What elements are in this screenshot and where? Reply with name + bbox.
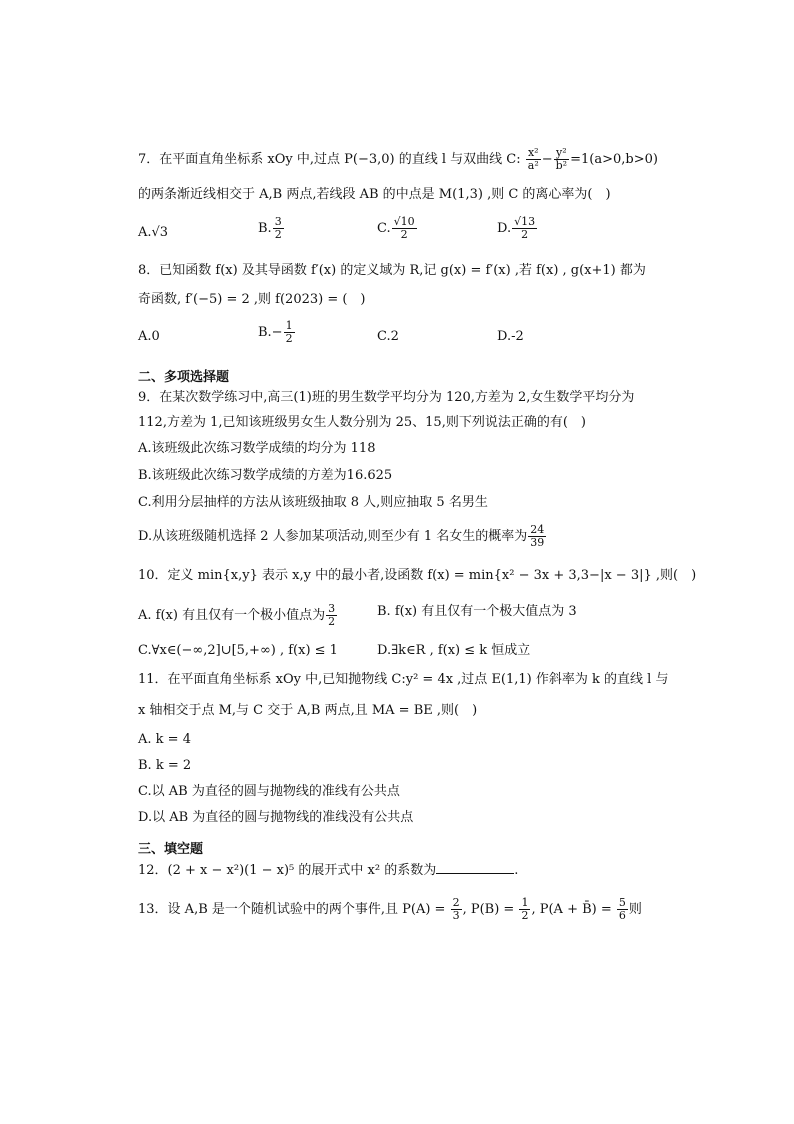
q8-option-b-label: B.− [258, 325, 283, 340]
q7-line1: 7．在平面直角坐标系 xOy 中,过点 P(−3,0) 的直线 l 与双曲线 C: $\frac{\text{x²}}{\text{a²}}$ − $\frac{\text{y²}}{\text{b²}}$ =1(a>0,b>0) [138, 146, 658, 172]
q11-option-a: A. k = 4 [138, 732, 191, 747]
q13-end: 则 [628, 902, 642, 917]
q11-option-d: D.以 AB 为直径的圆与抛物线的准线没有公共点 [138, 810, 414, 825]
q9-line1: 9．在某次数学练习中,高三(1)班的男生数学平均分为 120,方差为 2,女生数学平均分为 [138, 390, 635, 405]
q7-option-d [497, 216, 538, 241]
q7-line2: 的两条渐近线相交于 A,B 两点,若线段 AB 的中点是 M(1,3) ,则 C 的离心率为( ) [138, 187, 611, 202]
q9-line2: 112,方差为 1,已知该班级男女生人数分别为 25、15,则下列说法正确的有( ) [138, 415, 586, 430]
q9-option-d-den: 39 [530, 536, 545, 549]
q7-option-d-label: D. [497, 221, 512, 236]
q7-option-b-frac [273, 216, 284, 241]
q10-option-c: C.∀x∈(−∞,2]∪[5,+∞) , f(x) ≤ 1 [138, 643, 338, 658]
q12-line [138, 861, 518, 880]
q10-option-b: B. f(x) 有且仅有一个极大值点为 3 [377, 604, 577, 619]
q8-line2: 奇函数, f′(−5) = 2 ,则 f(2023) = ( ) [138, 292, 366, 307]
q12-period: . [514, 863, 519, 878]
q13-mid1: , P(B) = [462, 902, 515, 917]
q10-option-a-text: A. f(x) 有且仅有一个极小值点为 [138, 608, 326, 623]
q7-a2: a² [527, 159, 539, 172]
q13-pc-den: 6 [618, 909, 626, 922]
q7-option-b [258, 216, 285, 241]
q7-option-b-den: 2 [274, 228, 282, 241]
q7-curve-suffix: =1(a>0,b>0) [570, 152, 658, 167]
q7-option-c-label: C. [377, 221, 391, 236]
q11-option-c: C.以 AB 为直径的圆与抛物线的准线有公共点 [138, 784, 400, 799]
q10-line1: 10．定义 min{x,y} 表示 x,y 中的最小者,设函数 f(x) = min{x² − 3x + 3,3−|x − 3|} ,则( ) [138, 568, 697, 583]
q13-pa-num: 2 [452, 896, 460, 909]
q8-option-d: D.-2 [497, 329, 524, 344]
q9-option-d-text: D.从该班级随机选择 2 人参加某项活动,则至少有 1 名女生的概率为 [138, 529, 528, 544]
q7-curve-prefix: C: [506, 152, 521, 167]
q7-b2: b² [555, 159, 568, 172]
q11-line1: 11．在平面直角坐标系 xOy 中,已知抛物线 C:y² = 4x ,过点 E(1,1) 作斜率为 k 的直线 l 与 [138, 672, 669, 687]
q7-option-a: A.√3 [138, 225, 169, 240]
q7-option-d-num: √13 [514, 215, 536, 228]
q7-option-c [377, 216, 418, 241]
q9-option-c: C.利用分层抽样的方法从该班级抽取 8 人,则应抽取 5 名男生 [138, 495, 488, 510]
q13-pa-frac [451, 897, 462, 922]
q8-option-b-den: 2 [285, 332, 293, 345]
q7-option-b-label: B. [258, 221, 272, 236]
q8-option-a: A.0 [138, 329, 160, 344]
q7-option-c-den: 2 [400, 228, 408, 241]
q11-option-b: B. k = 2 [138, 758, 192, 773]
q8-option-b-frac [284, 320, 295, 345]
q13-pb-num: 1 [521, 896, 529, 909]
q7-option-c-num: √10 [393, 215, 415, 228]
q7-y2: y² [554, 147, 569, 160]
q8-option-b [258, 320, 296, 345]
q13-pb-den: 2 [521, 909, 529, 922]
q10-option-a-frac [326, 603, 337, 628]
q7-x2: x² [526, 147, 541, 160]
q11-line2: x 轴相交于点 M,与 C 交于 A,B 两点,且 MA = BE ,则( ) [138, 703, 478, 718]
q9-option-d-num: 24 [530, 523, 545, 536]
q8-line1: 8．已知函数 f(x) 及其导函数 f′(x) 的定义域为 R,记 g(x) = f′(x) ,若 f(x) , g(x+1) 都为 [138, 263, 646, 278]
q9-option-b: B.该班级此次练习数学成绩的方差为16.625 [138, 468, 393, 483]
q8-option-b-num: 1 [285, 319, 293, 332]
q10-option-a-num: 3 [328, 602, 336, 615]
q7-option-c-frac [392, 216, 417, 241]
q10-option-a [138, 603, 338, 628]
q9-option-a: A.该班级此次练习数学成绩的均分为 118 [138, 441, 376, 456]
q10-option-a-den: 2 [328, 615, 336, 628]
q9-option-d [138, 524, 547, 549]
q13-pa-den: 3 [452, 909, 460, 922]
q7-option-d-den: 2 [521, 228, 529, 241]
q7-stem: 7．在平面直角坐标系 xOy 中,过点 P(−3,0) 的直线 l 与双曲线 [138, 152, 503, 167]
section-heading-fill-in: 三、填空题 [138, 842, 204, 857]
q13-line [138, 897, 642, 922]
q13-mid2: , P(A + B̄) = [531, 902, 612, 917]
q12-answer-blank [436, 861, 514, 874]
q8-option-c: C.2 [377, 329, 399, 344]
q13-pc-frac [617, 897, 628, 922]
q9-option-d-frac [528, 524, 546, 549]
q13-pb-frac [519, 897, 530, 922]
q13-pc-num: 5 [618, 896, 626, 909]
q7-option-d-frac [512, 216, 537, 241]
q12-text: 12．(2 + x − x²)(1 − x)⁵ 的展开式中 x² 的系数为 [138, 863, 437, 878]
q13-text: 13．设 A,B 是一个随机试验中的两个事件,且 P(A) = [138, 902, 446, 917]
q7-frac-y [554, 147, 569, 172]
section-heading-multiple-choice: 二、多项选择题 [138, 370, 230, 385]
q7-frac-x [526, 147, 541, 172]
q10-option-d: D.∃k∈R , f(x) ≤ k 恒成立 [377, 643, 531, 658]
q7-option-b-num: 3 [274, 215, 282, 228]
